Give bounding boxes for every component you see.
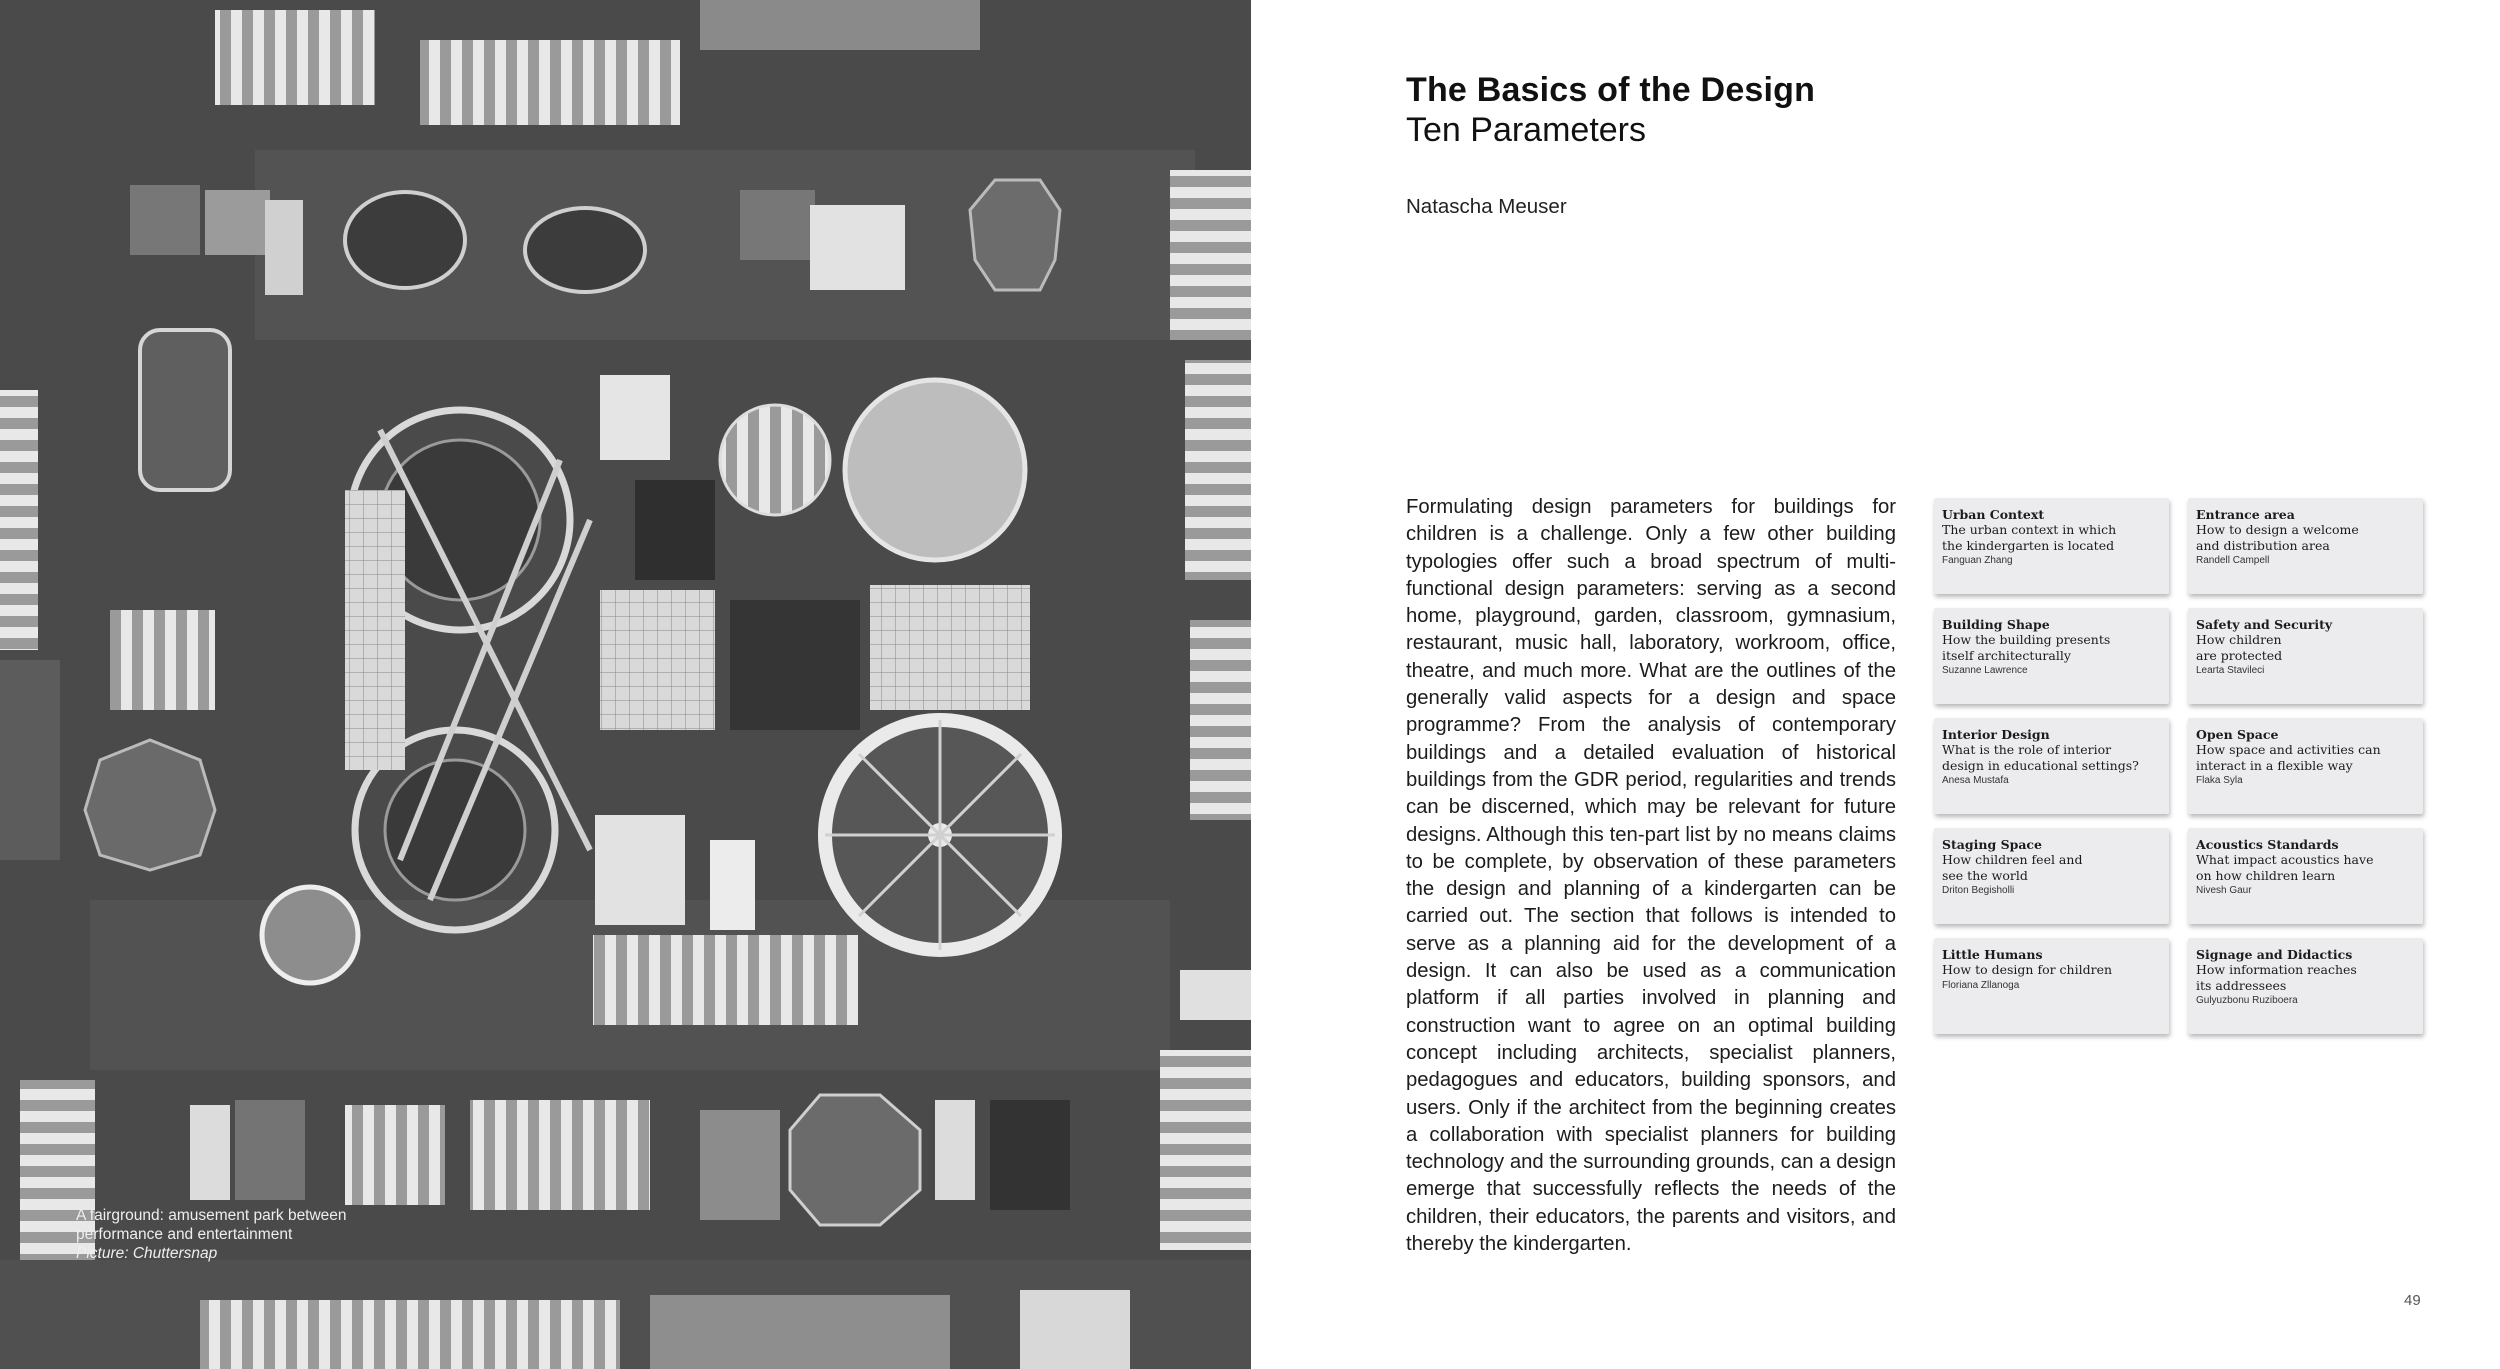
chapter-title: The Basics of the Design <box>1406 71 1816 109</box>
parameter-card <box>2188 828 2423 924</box>
parameter-card <box>1934 718 2169 814</box>
parameter-title: Little Humans <box>1942 947 2043 962</box>
parameter-question: What is the role of interior design in educational settings? <box>1942 742 2139 773</box>
parameter-card <box>2188 608 2423 704</box>
body-paragraph: Formulating design parameters for buildings for children is a challenge. Only a few other building typologies offer such a broad spectrum of multifunctional design parameters: serving as a second home, playground, garden, classroom, gymnasium, restaurant, music hall, laboratory, workroom, office, theatre, and much more. What are the outlines of the generally valid aspects for a design and space programme? From the analysis of contemporary buildings and a detailed evaluation of historical buildings from the GDR period, regularities and trends can be discerned, which may be relevant for future designs. Although this ten-part list by no means claims to be complete, by observation of these parameters the design and planning of a kindergarten can be carried out. The section that follows is intended to serve as a planning aid for the development of a design. It can also be used as a communication platform if all parties involved in planning and construction want to agree on an optimal building concept including architects, specialist planners, pedagogues and educators, building sponsors, and users. Only if the architect from the beginning creates a collaboration with specialist planners for building technology and the surrounding grounds, can a design emerge that successfully reflects the needs of the children, their educators, the parents and visitors, and thereby the kindergarten. <box>1406 496 1896 1256</box>
parameter-card <box>2188 498 2423 594</box>
parameter-author: Fanguan Zhang <box>1942 555 2013 566</box>
parameter-author: Driton Begisholli <box>1942 885 2015 896</box>
page-number: 49 <box>2404 1292 2421 1309</box>
parameter-question: How to design a welcome and distribution area <box>2196 522 2359 553</box>
parameter-title: Acoustics Standards <box>2196 837 2339 852</box>
parameter-author: Randell Campell <box>2196 555 2270 566</box>
caption-line-1: A fairground: amusement park between <box>76 1207 347 1224</box>
parameter-author: Flaka Syla <box>2196 775 2243 786</box>
parameter-title: Open Space <box>2196 727 2279 742</box>
parameter-question: How children are protected <box>2196 632 2283 663</box>
parameter-card <box>1934 938 2169 1034</box>
parameter-question: What impact acoustics have on how children learn <box>2196 852 2374 883</box>
parameter-author: Floriana Zllanoga <box>1942 979 2020 991</box>
parameter-question: How information reaches its addressees <box>2196 962 2357 993</box>
parameter-title: Building Shape <box>1942 617 2050 632</box>
parameter-title: Safety and Security <box>2196 617 2333 632</box>
parameter-question: The urban context in which the kindergarten is located <box>1942 522 2117 553</box>
parameter-card <box>2188 718 2423 814</box>
parameter-cards <box>1934 498 2428 1034</box>
parameter-title: Staging Space <box>1942 837 2042 852</box>
parameter-author: Nivesh Gaur <box>2196 885 2252 896</box>
parameter-title: Signage and Didactics <box>2196 947 2353 962</box>
parameter-card <box>2188 938 2423 1034</box>
parameter-author: Gulyuzbonu Ruziboera <box>2196 995 2298 1006</box>
photo-caption <box>76 1206 436 1263</box>
parameter-title: Entrance area <box>2196 507 2295 522</box>
parameter-title: Urban Context <box>1942 507 2045 522</box>
parameter-author: Learta Stavileci <box>2196 665 2265 676</box>
parameter-question: How space and activities can interact in a flexible way <box>2196 742 2381 773</box>
parameter-author: Anesa Mustafa <box>1942 775 2009 786</box>
parameter-card <box>1934 608 2169 704</box>
chapter-subtitle: Ten Parameters <box>1406 111 1646 149</box>
parameter-question: How to design for children <box>1942 962 2113 977</box>
chapter-author: Natascha Meuser <box>1406 195 1567 218</box>
parameter-author: Suzanne Lawrence <box>1942 665 2028 676</box>
parameter-card <box>1934 828 2169 924</box>
caption-credit: Picture: Chuttersnap <box>76 1245 218 1262</box>
caption-line-2: performance and entertainment <box>76 1226 293 1243</box>
parameter-title: Interior Design <box>1942 727 2050 742</box>
parameter-question: How the building presents itself architecturally <box>1942 632 2111 663</box>
parameter-card <box>1934 498 2169 594</box>
parameter-question: How children feel and see the world <box>1942 852 2083 883</box>
